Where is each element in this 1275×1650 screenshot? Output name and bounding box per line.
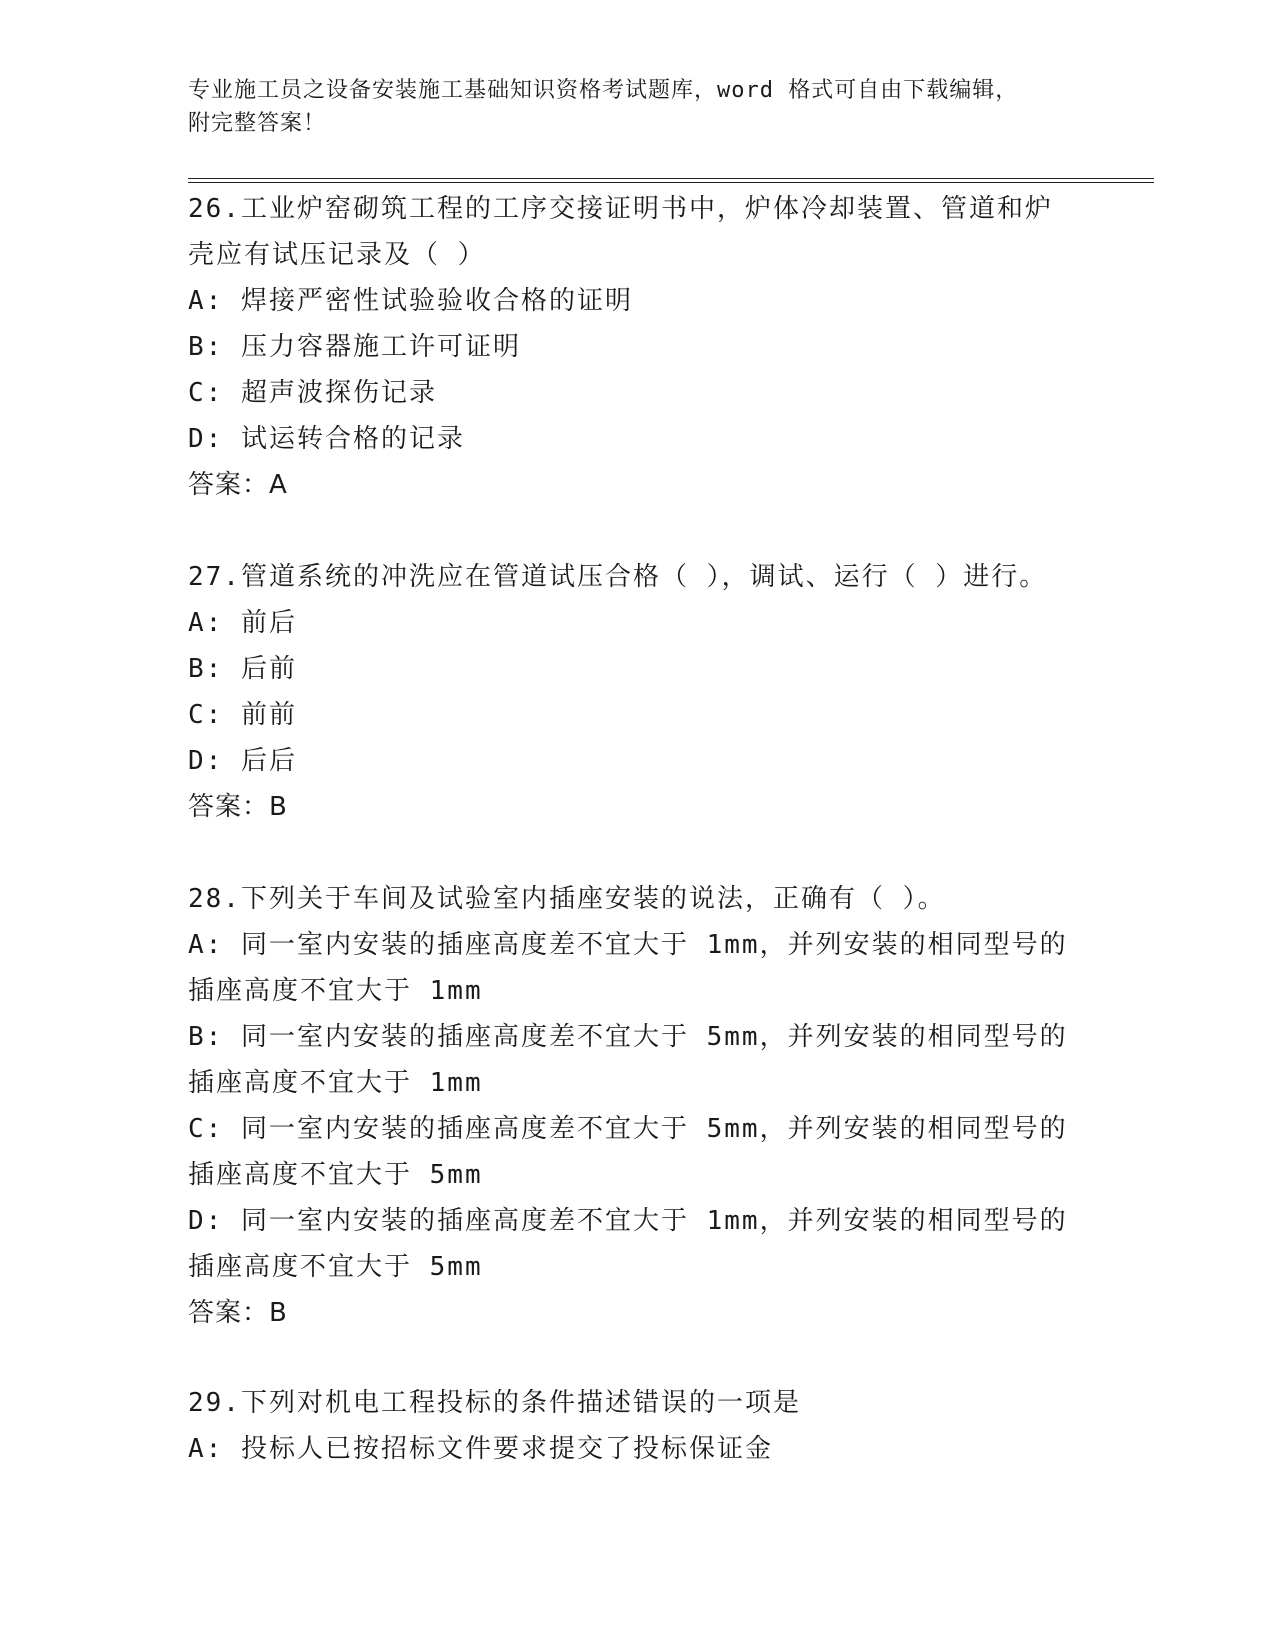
answer: 答案：B: [188, 792, 288, 822]
option-d: D: 试运转合格的记录: [188, 424, 465, 454]
header-line-2: 附完整答案！: [188, 111, 327, 136]
option-a: A: 前后: [188, 608, 297, 638]
option-c: C: 同一室内安装的插座高度差不宜大于 5mm，并列安装的相同型号的: [188, 1114, 1068, 1144]
header-line-1: 专业施工员之设备安装施工基础知识资格考试题库，word 格式可自由下载编辑，: [188, 78, 1019, 103]
option-b: B: 后前: [188, 654, 297, 684]
answer: 答案：A: [188, 470, 288, 500]
question-stem: 29.下列对机电工程投标的条件描述错误的一项是: [188, 1388, 801, 1418]
answer: 答案：B: [188, 1298, 288, 1328]
question-26: [188, 186, 1088, 508]
option-b: B: 压力容器施工许可证明: [188, 332, 521, 362]
option-a: A: 焊接严密性试验验收合格的证明: [188, 286, 633, 316]
document-header: [188, 74, 1088, 140]
option-c: C: 前前: [188, 700, 297, 730]
option-a-continued: 插座高度不宜大于 1mm: [188, 976, 483, 1006]
option-b-continued: 插座高度不宜大于 1mm: [188, 1068, 483, 1098]
question-stem: 26.工业炉窑砌筑工程的工序交接证明书中，炉体冷却装置、管道和炉: [188, 194, 1053, 224]
header-divider-bottom: [188, 182, 1154, 183]
option-d: D: 同一室内安装的插座高度差不宜大于 1mm，并列安装的相同型号的: [188, 1206, 1068, 1236]
question-27: [188, 554, 1088, 830]
header-divider-top: [188, 178, 1154, 179]
option-c-continued: 插座高度不宜大于 5mm: [188, 1160, 483, 1190]
option-d: D: 后后: [188, 746, 297, 776]
question-stem: 27.管道系统的冲洗应在管道试压合格（ ），调试、运行（ ）进行。: [188, 562, 1048, 592]
option-a: A: 投标人已按招标文件要求提交了投标保证金: [188, 1434, 773, 1464]
option-b: B: 同一室内安装的插座高度差不宜大于 5mm，并列安装的相同型号的: [188, 1022, 1068, 1052]
option-d-continued: 插座高度不宜大于 5mm: [188, 1252, 483, 1282]
question-stem: 壳应有试压记录及（ ）: [188, 240, 486, 270]
question-28: [188, 876, 1088, 1336]
question-29: [188, 1380, 1088, 1472]
question-stem: 28.下列关于车间及试验室内插座安装的说法，正确有（ ）。: [188, 884, 946, 914]
option-a: A: 同一室内安装的插座高度差不宜大于 1mm，并列安装的相同型号的: [188, 930, 1068, 960]
option-c: C: 超声波探伤记录: [188, 378, 437, 408]
